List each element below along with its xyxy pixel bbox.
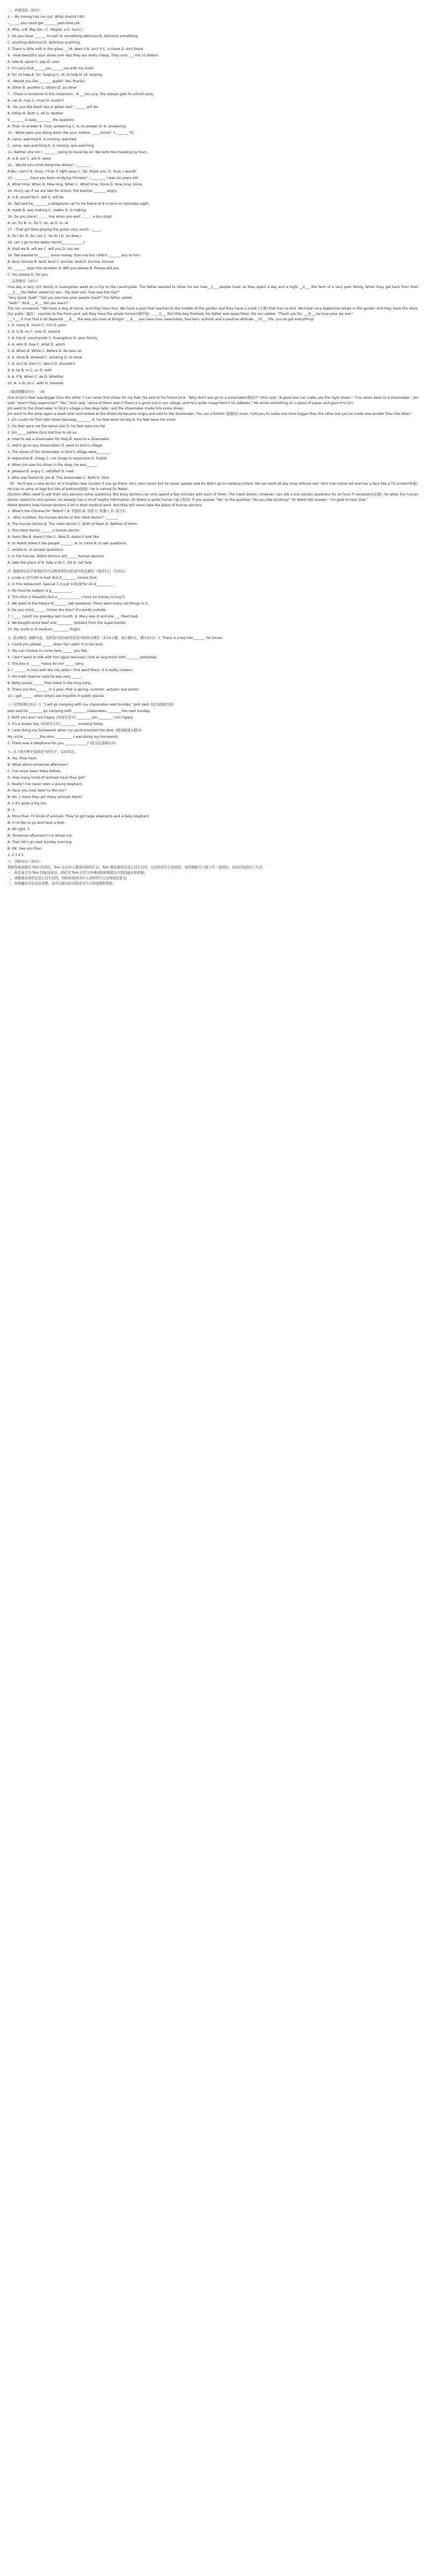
question-line: 4. I was doing my homework when my uncle knocked the door. (就划线部分提问) xyxy=(8,729,142,732)
text-line: 20. _______ open the window? A. Will you please B. Please will you xyxy=(8,267,119,270)
sentence-transform-section xyxy=(8,708,418,747)
option-line: 1. A. many B. much C. rich D. poor xyxy=(8,323,67,327)
text-line: 14. Hurry up! If we are late for school, the teacher _______ angry. xyxy=(8,189,117,193)
text-line: C. came, was watching D. is coming, was watching xyxy=(8,144,94,148)
question-line: 3. The robot doctor ______ a human doctor. xyxy=(8,529,80,533)
text-line: 13. –________ have you been studying Chinese? –_________ I was six years old. xyxy=(8,176,139,180)
question-line: 10. My uncle is of medium _________ (high). xyxy=(8,628,81,631)
option-line: 5. A. When B. While C. Before D. As soon as xyxy=(8,349,82,353)
question-line: 7. I_____ (visit) my grandpa last month. 8. Mary was ill and she ___ (feel) bad. xyxy=(8,615,139,618)
question-line: 2. Both you and I are happy. (改成否定句) ________ you ________ I am happy. xyxy=(8,716,133,719)
question-line: 2. Jim______before Dick told him to do so. xyxy=(8,431,77,435)
text-line: A. for, to help B. for, helping C. of, to help D. of, helping xyxy=(8,73,102,77)
text-line: 12. –Would you mind doing the dishes? –________. xyxy=(8,163,91,167)
text-line: 1. – My money has run out. What should I do? xyxy=(8,15,85,19)
question-line: Jack said he ________ go camping with ________ classmates ________ the next Sunday. xyxy=(8,709,150,713)
text-line: A. shall we B. will we C. will you D. can we xyxy=(8,247,80,251)
dialogue-line: A: All right. 5 xyxy=(8,828,30,831)
question-line: 5. Who was foolish?A. Jim B. The shoemaker C. Both D. Dick xyxy=(8,476,109,480)
text-line: A. is B. am C. are D. were xyxy=(8,157,51,161)
paragraph: One of Jim's feet was bigger than the other."I can never find shoes for my feet,"he said to his friend Dick. "Why don't you go to a shoemaker(鞋匠)?" Dick said. "A good one can make you the right shoes." "I've never been to a shoemaker," Jim said. "Aren't they expensive?" "No," Dick said, "some of them aren't.There is a good one in our village, and he's quite cheap.Here's his address." He wrote something on a piece of paper and gave it to Jim. xyxy=(8,396,418,405)
question-line: 6. I _______ in love with the city when I first went there. It is really modern. xyxy=(8,668,134,672)
dialogue-line: C. I've never been there before. xyxy=(8,769,62,773)
question-line: A. tried to ask a shoemaker for help B. went to a shoemaker xyxy=(8,437,110,441)
question-line: A. take the place of B. help a lot C. kill D. not help xyxy=(8,561,92,565)
question-line: 9. We bought some beef and _________ (potato) from the supermarket. xyxy=(8,621,127,625)
text-line: 10. –What were you doing when the your mother _____home? –I _______ TV. xyxy=(8,131,134,135)
text-line: A. So I do. B. So I am C. So do I D. So does I xyxy=(8,234,82,238)
dialogue-section xyxy=(8,755,418,865)
multiple-choice-section xyxy=(8,8,418,285)
part6-title: 六. 句型转换(10分）1. "I will go camping with my classmates next Sunday." Jack said. (改为间接引语) xyxy=(8,703,174,707)
dialogue-line: 1. 2 3 4 5 xyxy=(8,853,24,857)
paragraph: 一、你是某月为 Tom 回复这封信，同时为 Tom 在学习中遇到的困难提出合适的建议和祝福； xyxy=(8,871,148,875)
text-line: 4. –How beautiful your shoes are!–But they are really cheap. They only ___ me 10 dollars. xyxy=(8,54,160,57)
text-line: A. can B. may C. must D. mustn't xyxy=(8,99,64,103)
text-line: 17. –That girl likes playing the guitar very much. –_____. xyxy=(8,228,102,232)
text-line: 15. Ted said he_________a telephone call to his friend at 8 o'clock on Saturday night. xyxy=(8,202,150,206)
option-line: 7. A. Isn't B. Don't C. Won't D. Shouldn't xyxy=(8,362,75,366)
dialogue-line: A: 2 It's quite a big zoo. xyxy=(8,802,48,805)
worksheet-page xyxy=(8,8,418,887)
option-line: 2. A. in B. on C. over D. around xyxy=(8,330,60,334)
text-line: A. made B. was making C. makes D. is making xyxy=(8,208,86,212)
text-line: 5. It's very kind_______you_______me with my math. xyxy=(8,67,95,70)
option-line: 9. A. If B. When C. As D. Whether xyxy=(8,375,64,379)
dialogue-line: B: No. 1 Have they got many animals there? xyxy=(8,795,83,799)
text-line: 二.完形填空（10分） xyxy=(8,279,40,283)
dialogue-line: B: 3 xyxy=(8,808,15,812)
dialogue-line: A: Then let's go next Sunday morning. xyxy=(8,840,73,844)
question-line: 1. Jim could not find right shoes because________. A. his feet were too big B. his feet were too small xyxy=(8,418,176,422)
question-line: C. didn't go to any shoemakers D. went to Dick's village xyxy=(8,444,103,448)
question-line: 3. My favorite subject is g____________. xyxy=(8,589,73,593)
question-line: 5. In the futures. Robot doctors will______ human doctors. xyxy=(8,555,105,558)
option-line: 4. A. who B. how C. what D. which xyxy=(8,343,66,347)
question-line: 2. –Who is better, the human doctor or the robot doctor? –_______ xyxy=(8,516,119,520)
question-line: 2. Could you please ______ down the radio? It is too loud. xyxy=(8,643,104,646)
text-line: 18. Let' s go to the Water World_____________? xyxy=(8,241,85,244)
question-line: 5. There was a telephone for you. ______ ______? (改为反意疑问句) xyxy=(8,742,117,745)
text-line: A. Either B. Both C. All D. Neither xyxy=(8,112,64,116)
reading-b-questions xyxy=(8,508,418,566)
question-line: 7. His math teacher said he was very ______. xyxy=(8,675,83,679)
question-line: 6. Do you mind_______ (close) the door? It's windy outside. xyxy=(8,608,107,612)
dialogue-line: A: Have you ever been to the zoo? xyxy=(8,789,66,793)
question-line: 3. It's a snowy day. (改成同义句)__________ snowing today. xyxy=(8,722,104,726)
text-line: 7. –There is someone in the classroom. –It ___be Lucy. She always gets to school early. xyxy=(8,92,154,96)
question-line: 4. When Jim saw his shoes in the shop, he was______. xyxy=(8,463,98,467)
question-line: A. expensive B. cheap C. not cheap or expensive D. foolish xyxy=(8,457,107,460)
word-choice-section xyxy=(8,642,418,700)
reading-a-passage xyxy=(8,395,418,417)
option-line: 10. A. in B. on C. with D. towards xyxy=(8,382,63,385)
question-line: A. The human doctor B. The robot doctor C. Both of them D. Neither of them xyxy=(8,522,138,526)
text-line: C. anything delicious D. delicious anything xyxy=(8,41,80,45)
text-line: 2. Do you have _______ to eat? A. something delicious B. delicious something xyxy=(8,34,138,38)
dialogue-line: B. What about tomorrow afternoon? xyxy=(8,763,69,767)
option-line: 8. A. by B. in C. on D. with xyxy=(8,369,52,372)
reading-b-passage xyxy=(8,481,418,508)
writing-prompt xyxy=(8,865,418,887)
paragraph: One day a very rich family in Guangzhou went on a trip to the countryside. The father wanted to show his son how__1___ people lived, so they spent a day and a night __2___ the farm of a very poor family. When they got back from their ___3___ the father asked his son, "My dear son, how was the trip?" xyxy=(8,285,418,294)
dialogue-line: A: More than 70 kinds of animals. They've got large elephants and a baby elephant. xyxy=(8,815,150,818)
paragraph: ___7___ it true that it all depends ___8___ the way you look at things? ___9___ you have love classmates, teachers, schools and a positive attitude __10___ life, you've got everything! xyxy=(8,318,314,321)
paragraph: Jim went to the shoemaker in Dick's village a few days later, and the shoemaker made him some shoes. xyxy=(8,407,184,411)
text-line: A. on, for B. in, for C. on, at D. in, at xyxy=(8,221,68,225)
text-line: 16. Do you stand ＿＿＿ line when you wait ＿＿＿ a bus stop? xyxy=(8,215,112,219)
text-line: 19. Ted wanted to_______ some money from me but I didn't _______ any to him. xyxy=(8,254,141,257)
text-line: 6. –Would you like _______ apple? –No, thanks. xyxy=(8,80,85,83)
paragraph: Robot doctors help human doctors a lot in their medical work. But they will never take the place of human doctors. xyxy=(8,503,203,507)
question-line: 10. I get ______ when others are impolite in public places. xyxy=(8,694,105,698)
text-line: A. Why; a B. May be; / C. Maybe; a D. Sure; / xyxy=(8,28,83,32)
question-line: A. looks like B. doesn't like C. likes D. doesn't look like xyxy=(8,535,99,539)
reading-a-questions xyxy=(8,417,418,481)
paragraph: 三、如果确实无法表达清楚，也可以提出你对将来过生日的设想和希望。 xyxy=(8,882,116,886)
text-line: C. You please D. Do you xyxy=(8,273,48,277)
text-line: 9. _______ is easy_________ the question. xyxy=(8,118,75,122)
text-line: A. take B. spent C. pay D. cost xyxy=(8,60,59,64)
paragraph: "Yeah!" "And ___4___ did you learn?" xyxy=(8,301,69,305)
question-line: 9. There are four_______ in a year, that is spring, summer, autumn and winter xyxy=(8,688,139,692)
question-line: 4. I don't want to talk with him again because I had an argument with _______ yesterday. xyxy=(8,656,157,659)
text-line: –______ you could get _______ part-time job. xyxy=(8,21,81,25)
text-line: 二、单项选择（20分） xyxy=(8,9,42,12)
text-line: A. What time, When B. How long, When C. What time, Since D. How long, Since xyxy=(8,183,142,186)
word-fill-section xyxy=(8,575,418,633)
question-line: C. his feet were not the same size D. his feet were too fat xyxy=(8,424,105,428)
option-line: 3. A. trip B. countryside C. Guangzhou D. poor family xyxy=(8,336,98,340)
part7-title: 七. 从下面方框中选择适当的句子，完成对话。 xyxy=(8,750,77,754)
paragraph: "Very good, Dad!" "Did you see how poor people lived?" the father asked. xyxy=(8,296,133,300)
question-line: My uncle _________ the door __________ I was doing my homework. xyxy=(8,735,119,739)
text-line: A. Other B. another C. others D. an other xyxy=(8,86,77,90)
dialogue-line: B: 4 I'd like to go and have a look. xyxy=(8,821,66,825)
paragraph: Doctors often need to ask their sick persons some questions. But busy doctors can only spend a few minutes with each of them. The robot doctor, however, can ask a sick person questions for an hour if necessary(必要). So when the human doctor meets his sick person, he already has a lot of helpful information. Dr Robot is quite human (通人性的). If you answer "No" to the question "Do you like smoking?" Dr Robot will answer: "I'm glad to hear that." xyxy=(8,493,418,502)
text-line: 3. There is little milk in the glass. __?A. does it B. isn't it C. is there D. isn't there xyxy=(8,47,143,51)
question-line: A. pleased B. angry C. satisfied D. mad xyxy=(8,470,74,473)
dialogue-line: D. How many kinds of animals have they got? xyxy=(8,776,85,780)
paragraph: Jim went to the shop again a week later and looked at the shoes.He became angry and said to the shoemaker,"You are a foolish (愚蠢的) man! I told you to make one shoe bigger than the other,but you've made one smaller than the other." xyxy=(8,412,413,416)
question-line: 8. Betty jumps ______ than Katie in the long jump. xyxy=(8,681,92,685)
part4-title: 四. 根据所给首字母或括号内汉语或所给词的适当形式填空（每空1分，共10分） xyxy=(8,570,128,573)
dialogue-line: B: OK. See you then. xyxy=(8,847,43,851)
question-line: 5. The box is ______ heavy for her _____ carry. xyxy=(8,662,84,666)
paragraph: 二、请描述去年你是怎么过生日的，同时你觉得为什么这样的生日过得很有意义； xyxy=(8,876,129,880)
text-line: A. That, to answer B. That, answering C. It, to answer D. It, answering xyxy=(8,125,126,128)
dialogue-line: A. Yes, they have. xyxy=(8,757,38,760)
text-line: 8. –Do you like black tea or green tea? –______ will do. xyxy=(8,105,99,109)
dialogue-line: E. Really? I've never seen a young elephant. xyxy=(8,782,83,786)
question-line: 4. This shirt is beautiful but e_____________. I have no money to buy it. xyxy=(8,595,126,599)
cloze-options xyxy=(8,322,418,387)
text-line: A. is B. would be C. will D. will be xyxy=(8,196,64,199)
part5-title: 五. 选词填空: 根据句意，选择适当的词并用其适当的形式填空（共10小题，每小题1分，满分10分）1. There is a big tree_______ his house. xyxy=(8,636,223,640)
paragraph: 假如你收到朋友 Tom 的来信，Tom 在信中主要询问你的生日。Tom 想知道你是怎么过生日的，以及你对生日的看法。请你根据以下提示写一封回信，内容应包括以下几点： xyxy=(8,866,266,869)
paragraph: （B）You'll see a new doctor at a hospital near London if you go there. He's very clever but he never speaks and he didn't go to medical school. He can work all day long without rest. He's one metre tall and has a face like a TV screen(屏幕). He has no arms or legs but lots of buttons(按钮). He is named Dr Robot. xyxy=(8,482,418,491)
question-line: 1. What's the Chinese for "Robot"? A. 智能的 B. 医院 C. 机器人 D. 孩子们 xyxy=(8,509,126,513)
dialogue-line: 八．书面表达（20分） xyxy=(8,860,42,864)
question-line: 4. Dr Robot doesn't like people _______. A. to come B. to ask questions xyxy=(8,542,126,545)
reading-title: 三阅读理解(20分） （A） xyxy=(8,390,47,394)
question-line: 3. You can choose to come here ______ you like. xyxy=(8,649,88,653)
text-line: A. lend, borrow B. lend, lend C. borrow, lend D. borrow, borrow xyxy=(8,260,114,264)
question-line: C. smoke D. to answer questions xyxy=(8,548,63,552)
text-line: 11. Neither she nor I ________ going to travel by air. We both like traveling by train. xyxy=(8,150,148,154)
cloze-passage xyxy=(8,285,418,322)
option-line: 6. A. show B. showed C. showing D. to show xyxy=(8,356,82,359)
text-line: A.No, I won't B. Sorry, I'll do it right away C. Ok, thank you. D. Sure, I would! xyxy=(8,170,137,174)
question-line: 3. The shoes of the shoemaker in Dick's village were________. xyxy=(8,450,111,454)
paragraph: The son answered, "We have a dog at home, and they have four. We have a pool that reaches to the middle of the garden and they have a creek (小溪) that has no end. We have very expensive lamps in the garden and they have the stars. Our patio（露台） reaches to the front yard, yet they have the whole horizon(地平线）. ___5___ the little boy finished, his father was speechless. His son added, "Thank you for ___6___me how poor we are!" xyxy=(8,307,418,316)
question-line: 1. Linda is 长[生病] in bed. But it_________ knows that. xyxy=(8,576,98,580)
question-line: 5. We went to the Palace M________ last weekend. There were many old things in it. xyxy=(8,602,149,606)
dialogue-line: B: Tomorrow afternoon? I'm afraid not. xyxy=(8,834,73,838)
question-line: 2. In this restaurant, Special 1 is just 10块钱 for 20 d__________. xyxy=(8,582,114,586)
text-line: A. came, watched B. is coming, watched xyxy=(8,138,76,141)
